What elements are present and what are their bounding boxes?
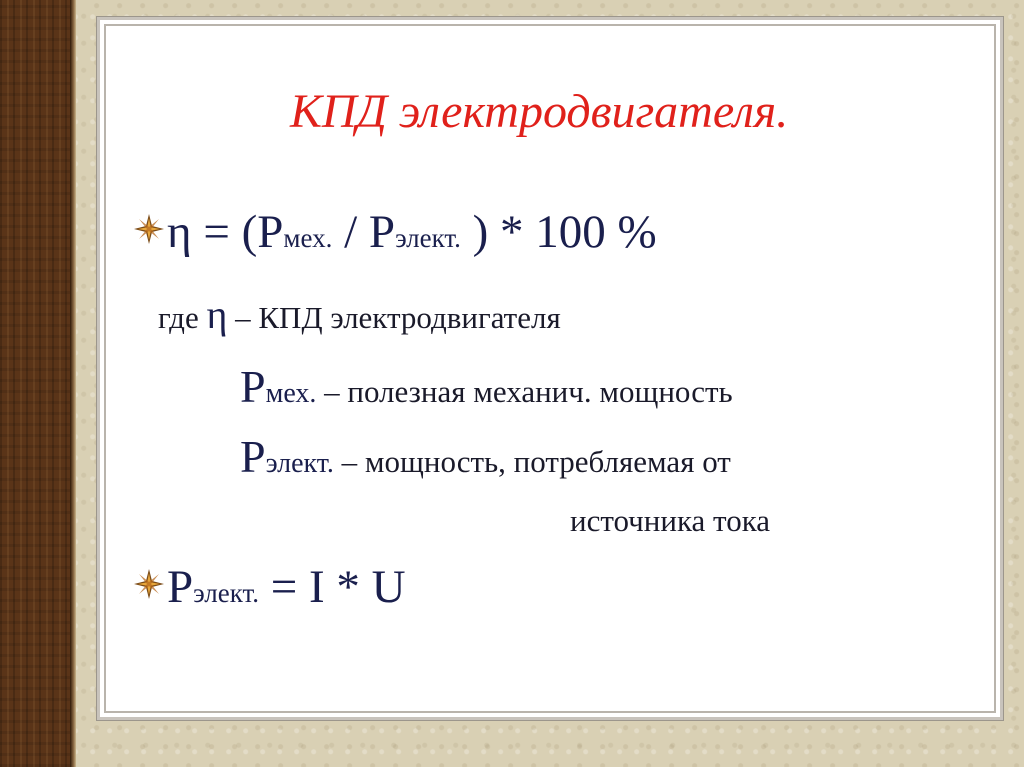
definition-continuation: источника тока [570, 503, 771, 538]
formula-part: / P [332, 206, 396, 258]
power-formula [167, 560, 406, 614]
formula-part: ) * 100 % [460, 206, 657, 258]
elec-subscript: элект. [395, 223, 461, 253]
slide-title: КПД электродвигателя. [290, 85, 789, 138]
compass-star-icon [133, 213, 165, 245]
wood-border-edge [70, 0, 76, 767]
formula-part: = I * U [258, 561, 406, 613]
eta-symbol: η [167, 206, 192, 258]
elec-subscript: элект. [265, 448, 334, 479]
wood-border [0, 0, 72, 767]
p-symbol: P [240, 431, 266, 482]
elec-subscript: элект. [193, 578, 259, 608]
definition-text: – мощность, потребляемая от [333, 444, 731, 479]
eta-symbol: η [206, 292, 228, 337]
mech-subscript: мех. [265, 378, 317, 409]
p-symbol: P [167, 561, 194, 613]
definition-eta [158, 291, 561, 338]
where-label: где [158, 300, 207, 335]
definition-p-mech [240, 360, 733, 413]
compass-star-icon [133, 568, 165, 600]
mech-subscript: мех. [283, 223, 333, 253]
definition-text: – полезная механич. мощность [316, 374, 733, 409]
p-symbol: P [240, 361, 266, 412]
efficiency-formula [167, 205, 657, 259]
definition-text: – КПД электродвигателя [227, 300, 561, 335]
formula-part: = (P [191, 206, 284, 258]
definition-p-elec [240, 430, 731, 483]
